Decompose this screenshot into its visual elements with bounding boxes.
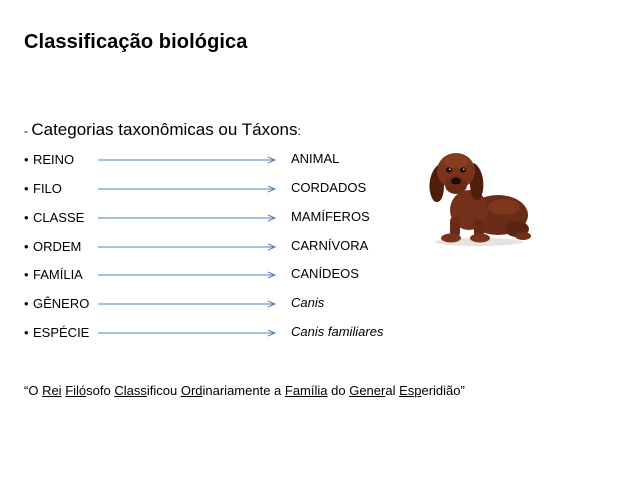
mnemonic-close-quote: ”: [460, 383, 465, 398]
mnemonic-rest: inariamente a: [202, 383, 285, 398]
bullet-icon: •: [24, 239, 29, 254]
mnemonic-rest: do: [327, 383, 350, 398]
bullet-icon: •: [24, 181, 29, 196]
taxon-row-reino: [0, 150, 640, 170]
subtitle-prefix: -: [24, 124, 32, 138]
rank-label: [24, 179, 62, 199]
arrow-icon: [98, 214, 278, 222]
dachshund-puppy-icon: [424, 143, 534, 247]
mnemonic-phrase: [24, 383, 465, 398]
mnemonic-rest: ificou: [146, 383, 181, 398]
mnemonic-rest: sofo: [86, 383, 115, 398]
mnemonic-underlined: Filó: [65, 383, 87, 398]
arrow-icon: [98, 300, 278, 308]
bullet-icon: •: [24, 325, 29, 340]
taxon-row-filo: [0, 179, 640, 199]
mnemonic-rest: eridião: [421, 383, 461, 398]
taxon-row-genero: [0, 294, 640, 314]
rank-value: CANÍDEOS: [291, 266, 359, 281]
rank-value: Canis: [291, 295, 325, 310]
rank-value: CORDADOS: [291, 180, 367, 195]
rank-label: [24, 265, 83, 285]
bullet-icon: •: [24, 152, 29, 167]
page-title: Classificação biológica: [24, 31, 248, 53]
rank-value: ANIMAL: [291, 151, 340, 166]
subtitle-text: Categorias taxonômicas ou Táxons: [31, 120, 298, 139]
rank-value: MAMÍFEROS: [291, 209, 370, 224]
mnemonic-underlined: Class: [114, 383, 147, 398]
bullet-icon: •: [24, 210, 29, 225]
rank-value: Canis familiares: [291, 324, 384, 339]
taxon-row-classe: [0, 208, 640, 228]
rank-label: [24, 150, 74, 170]
mnemonic-underlined: Gener: [349, 383, 386, 398]
rank-name: FAMÍLIA: [33, 267, 83, 282]
taxon-row-ordem: [0, 237, 640, 257]
rank-value: CARNÍVORA: [291, 238, 369, 253]
mnemonic-underlined: Esp: [399, 383, 422, 398]
subtitle-suffix: :: [297, 124, 301, 138]
mnemonic-open-quote: “O: [24, 383, 43, 398]
rank-label: [24, 323, 89, 343]
mnemonic-rest: al: [385, 383, 400, 398]
bullet-icon: •: [24, 296, 29, 311]
taxon-row-especie: [0, 323, 640, 343]
rank-name: FILO: [33, 181, 62, 196]
rank-label: [24, 208, 84, 228]
rank-name: REINO: [33, 152, 75, 167]
bullet-icon: •: [24, 267, 29, 282]
taxon-row-familia: [0, 265, 640, 285]
rank-label: [24, 237, 81, 257]
mnemonic-underlined: Rei: [42, 383, 62, 398]
subtitle: [24, 120, 301, 140]
rank-label: [24, 294, 89, 314]
mnemonic-underlined: Ord: [180, 383, 203, 398]
rank-name: GÊNERO: [33, 296, 90, 311]
arrow-icon: [98, 185, 278, 193]
rank-name: CLASSE: [33, 210, 85, 225]
arrow-icon: [98, 271, 278, 279]
rank-name: ORDEM: [33, 239, 82, 254]
arrow-icon: [98, 243, 278, 251]
arrow-icon: [98, 156, 278, 164]
arrow-icon: [98, 329, 278, 337]
rank-name: ESPÉCIE: [33, 325, 90, 340]
mnemonic-underlined: Família: [284, 383, 328, 398]
